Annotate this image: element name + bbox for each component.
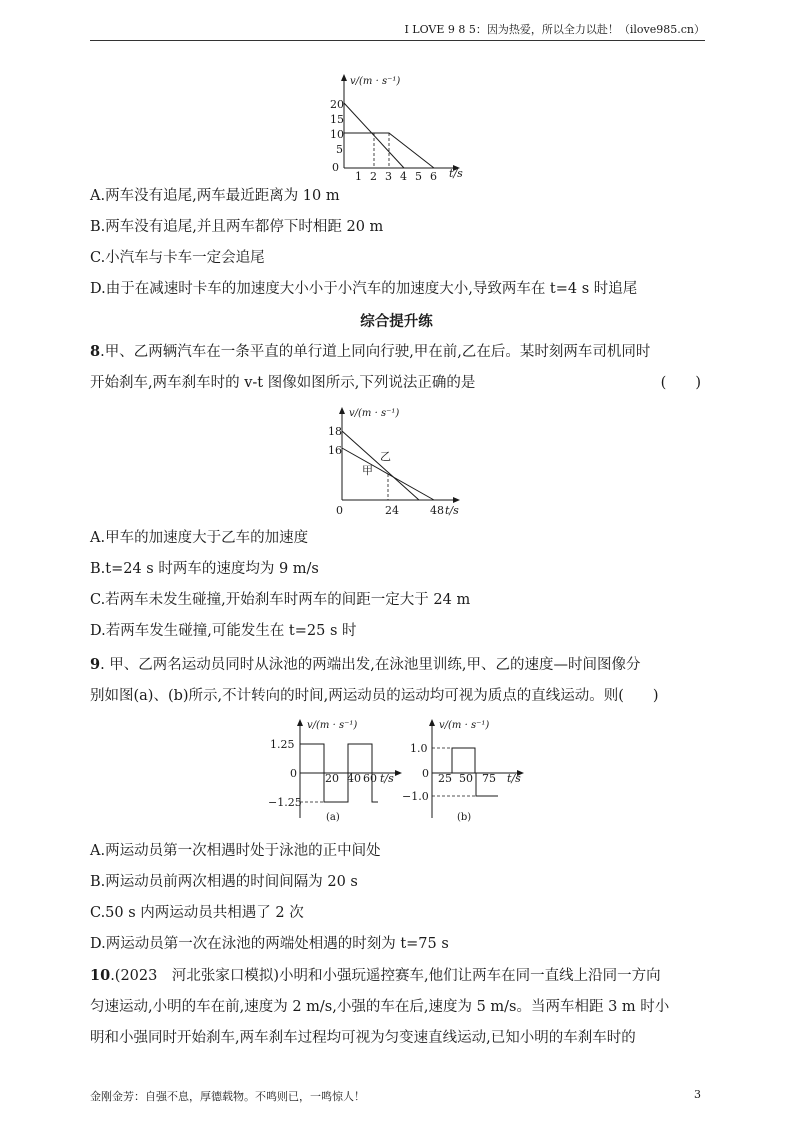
page-number: 3 xyxy=(694,1088,701,1101)
ytick-20: 20 xyxy=(330,98,344,111)
ytick-neg-1-0: −1.0 xyxy=(402,790,429,803)
xtick-6: 6 xyxy=(430,170,437,183)
y-axis-arrow xyxy=(341,74,347,81)
q10-stem-line2: 匀速运动,小明的车在前,速度为 2 m/s,小强的车在后,速度为 5 m/s。当两车相距 3 m 时小 xyxy=(90,999,670,1015)
y-axis-arrow xyxy=(297,719,303,726)
ytick-10: 10 xyxy=(330,128,344,141)
q8-stem-line2: 开始刹车,两车刹车时的 v-t 图像如图所示,下列说法正确的是 xyxy=(90,375,476,391)
page-header: I LOVE 9 8 5：因为热爱，所以全力以赴！（ilove985.cn） xyxy=(90,22,705,41)
y-axis-label: v/(m · s⁻¹) xyxy=(349,408,400,419)
y-axis-arrow xyxy=(339,407,345,414)
ytick-5: 5 xyxy=(336,143,343,156)
q8-option-a: A.甲车的加速度大于乙车的加速度 xyxy=(90,530,309,546)
ytick-0: 0 xyxy=(332,161,339,174)
ytick-15: 15 xyxy=(330,113,344,126)
q8-option-b: B.t=24 s 时两车的速度均为 9 m/s xyxy=(90,561,319,577)
q9-chart-a xyxy=(270,716,410,828)
ytick-1-25: 1.25 xyxy=(270,738,295,751)
ytick-1-0: 1.0 xyxy=(410,742,428,755)
q10-text-1: .(2023 河北张家口模拟)小明和小强玩遥控赛车,他们让两车在同一直线上沿同一方向 xyxy=(110,968,661,984)
series-jia-label: 甲 xyxy=(362,464,373,477)
q7-option-c: C.小汽车与卡车一定会追尾 xyxy=(90,250,265,266)
q7-vt-chart xyxy=(318,72,478,182)
q8-option-c: C.若两车未发生碰撞,开始刹车时两车的间距一定大于 24 m xyxy=(90,592,471,608)
q9-number: 9 xyxy=(90,656,101,673)
y-axis-label: v/(m · s⁻¹) xyxy=(350,76,401,87)
x-axis-label: t/s xyxy=(380,772,394,785)
y-axis-arrow xyxy=(429,719,435,726)
xtick-60: 60 xyxy=(363,772,377,785)
xtick-48: 48 xyxy=(430,504,444,517)
caption-b: (b) xyxy=(457,812,472,823)
footer-motto: 金刚金芳：自强不息，厚德载物。不鸣则已，一鸣惊人！ xyxy=(90,1090,365,1103)
y-axis-label: v/(m · s⁻¹) xyxy=(307,720,358,731)
q10-number: 10 xyxy=(90,967,111,984)
q9-stem-line1 xyxy=(90,655,641,675)
xtick-4: 4 xyxy=(400,170,407,183)
q8-text-1: .甲、乙两辆汽车在一条平直的单行道上同向行驶,甲在前,乙在后。某时刻两车司机同时 xyxy=(100,344,651,360)
ytick-18: 18 xyxy=(328,425,342,438)
x-axis-arrow xyxy=(395,770,402,776)
q7-option-a: A.两车没有追尾,两车最近距离为 10 m xyxy=(90,188,340,204)
q7-option-b: B.两车没有追尾,并且两车都停下时相距 20 m xyxy=(90,219,384,235)
q9-option-c: C.50 s 内两运动员共相遇了 2 次 xyxy=(90,905,304,921)
xtick-40: 40 xyxy=(347,772,361,785)
q8-number: 8 xyxy=(90,343,101,360)
q8-option-d: D.若两车发生碰撞,可能发生在 t=25 s 时 xyxy=(90,623,357,639)
xtick-20: 20 xyxy=(325,772,339,785)
x-axis-label: t/s xyxy=(507,772,521,785)
xtick-75: 75 xyxy=(482,772,496,785)
xtick-50: 50 xyxy=(459,772,473,785)
xtick-25: 25 xyxy=(438,772,452,785)
q9-option-b: B.两运动员前两次相遇的时间间隔为 20 s xyxy=(90,874,358,890)
ytick-neg-1-25: −1.25 xyxy=(268,796,302,809)
ytick-0: 0 xyxy=(422,767,429,780)
x-axis-label: t/s xyxy=(445,504,459,517)
series-yi-label: 乙 xyxy=(380,450,391,463)
q9-text-1: . 甲、乙两名运动员同时从泳池的两端出发,在泳池里训练,甲、乙的速度—时间图像分 xyxy=(100,657,641,673)
xtick-1: 1 xyxy=(355,170,362,183)
xtick-5: 5 xyxy=(415,170,422,183)
xtick-3: 3 xyxy=(385,170,392,183)
y-axis-label: v/(m · s⁻¹) xyxy=(439,720,490,731)
caption-a: (a) xyxy=(326,812,340,823)
q9-chart-b xyxy=(402,716,542,828)
ytick-0: 0 xyxy=(290,767,297,780)
xtick-2: 2 xyxy=(370,170,377,183)
section-title: 综合提升练 xyxy=(360,313,433,330)
q10-stem-line1 xyxy=(90,966,661,986)
xtick-24: 24 xyxy=(385,504,399,517)
ytick-0: 0 xyxy=(336,504,343,517)
q9-stem-line2: 别如图(a)、(b)所示,不计转向的时间,两运动员的运动均可视为质点的直线运动。则( ) xyxy=(90,688,659,704)
x-axis-arrow xyxy=(453,497,460,503)
q8-vt-chart xyxy=(322,404,472,519)
ytick-16: 16 xyxy=(328,444,342,457)
q9-option-a: A.两运动员第一次相遇时处于泳池的正中间处 xyxy=(90,843,381,859)
q8-stem-line1 xyxy=(90,342,650,362)
x-axis-label: t/s xyxy=(449,167,463,180)
q9-option-d: D.两运动员第一次在泳池的两端处相遇的时刻为 t=75 s xyxy=(90,936,449,952)
q10-stem-line3: 明和小强同时开始刹车,两车刹车过程均可视为匀变速直线运动,已知小明的车刹车时的 xyxy=(90,1030,636,1046)
q8-answer-paren: ( ) xyxy=(660,375,701,391)
q7-option-d: D.由于在减速时卡车的加速度大小小于小汽车的加速度大小,导致两车在 t=4 s 时追尾 xyxy=(90,281,638,297)
series-yi-line xyxy=(342,431,419,500)
